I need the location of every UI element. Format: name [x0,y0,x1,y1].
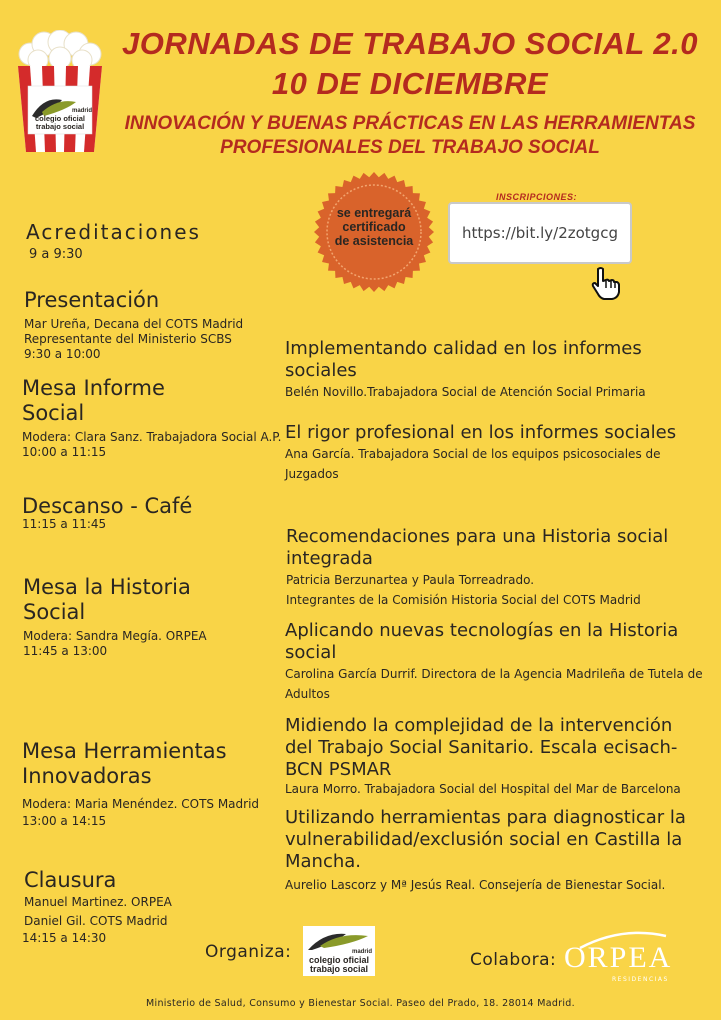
subtitle-line1: INNOVACIÓN Y BUENAS PRÁCTICAS EN LAS HERRAMIENTAS [124,113,696,134]
talk-speaker: Laura Morro. Trabajadora Social del Hospital del Mar de Barcelona [285,782,681,796]
talk-title: Midiendo la complejidad de la intervención [285,715,673,736]
schedule-presentacion [24,288,243,362]
talk-speaker: Aurelio Lascorz y Mª Jesús Real. Consejería de Bienestar Social. [285,878,666,892]
talk-title: El rigor profesional en los informes sociales [285,422,677,443]
popcorn-icon [14,30,106,154]
talk-speaker: Juzgados [285,467,339,481]
schedule-detail: 9:30 a 10:00 [24,347,101,361]
schedule-detail: 11:45 a 13:00 [23,644,108,658]
talk-speaker: Ana García. Trabajadora Social de los equipos psicosociales de [285,447,661,461]
cots-logo-line2: trabajo social [309,964,369,974]
event-subtitle [120,112,700,160]
talk-item [286,526,716,610]
cots-logo-small: madrid [351,949,372,955]
schedule-detail: Representante del Ministerio SCBS [24,332,232,346]
talk-item [285,338,715,402]
schedule-acreditaciones [26,220,201,262]
logo-small-text: madrid [71,108,92,114]
schedule-title: Mesa Informe [22,376,165,400]
schedule-title: Mesa Herramientas [22,739,227,763]
talk-speaker: Belén Novillo.Trabajadora Social de Atención Social Primaria [285,385,646,399]
schedule-clausura [22,868,172,946]
schedule-title: Social [23,600,86,624]
schedule-detail: Daniel Gil. COTS Madrid [24,914,168,928]
footer-address: Ministerio de Salud, Consumo y Bienestar Social. Paseo del Prado, 18. 28014 Madrid. [146,998,575,1009]
talk-title: BCN PSMAR [285,759,392,780]
cots-logo-line1: colegio oficial [308,955,369,965]
schedule-mesa-herramientas [22,739,259,829]
orpea-name: ORPEA [564,941,673,974]
schedule-mesa-informe [22,376,281,460]
cots-logo [303,926,375,976]
schedule-descanso [22,494,192,532]
talk-title: Recomendaciones para una Historia social [286,526,669,547]
schedule-detail: 11:15 a 11:45 [22,517,107,531]
talk-title: Aplicando nuevas tecnologías en la Historia [285,620,679,641]
schedule-detail: Mar Ureña, Decana del COTS Madrid [24,317,244,331]
schedule-title: Innovadoras [22,764,152,788]
schedule-title: Social [22,401,85,425]
talk-speaker: Integrantes de la Comisión Historia Social del COTS Madrid [286,593,641,607]
schedule-mesa-historia [23,575,207,659]
talk-speaker: Adultos [285,687,330,701]
badge-line1: se entregará [336,206,412,220]
talk-speaker: Carolina García Durrif. Directora de la Agencia Madrileña de Tutela de [285,667,703,681]
badge-line3: de asistencia [334,234,414,248]
talk-title: social [285,642,337,663]
hand-cursor-icon [588,266,624,302]
talk-title: sociales [285,360,357,381]
talk-item [285,422,715,484]
schedule-detail: 14:15 a 14:30 [22,931,107,945]
talk-item [285,715,715,797]
schedule-detail: 9 a 9:30 [29,247,83,262]
schedule-detail: Manuel Martinez. ORPEA [24,895,172,909]
talk-title: Mancha. [285,851,362,872]
colabora-label: Colabora: [470,950,557,970]
orpea-logo [562,930,686,988]
popcorn-logo [14,30,106,154]
subtitle-line2: PROFESIONALES DEL TRABAJO SOCIAL [220,137,600,158]
organiza-label: Organiza: [205,942,292,962]
schedule-detail: 10:00 a 11:15 [22,445,107,459]
schedule-title: Descanso - Café [22,494,193,518]
event-title: JORNADAS DE TRABAJO SOCIAL 2.0 [122,26,698,61]
talk-title: del Trabajo Social Sanitario. Escala ecisach- [285,737,678,758]
talk-item [285,620,715,704]
schedule-detail: 13:00 a 14:15 [22,814,107,828]
schedule-title: Mesa la Historia [23,575,191,599]
schedule-detail: Modera: Sandra Megía. ORPEA [23,629,207,643]
event-date: 10 DE DICIEMBRE [271,66,549,101]
orpea-sub: RESIDENCIAS [612,976,669,983]
schedule-detail: Modera: Maria Menéndez. COTS Madrid [22,797,260,811]
schedule-title: Acreditaciones [26,220,201,244]
talk-item [285,807,715,895]
olive-branch-icon [306,928,372,952]
schedule-detail: Modera: Clara Sanz. Trabajadora Social A.P. [22,430,282,444]
talk-title: Utilizando herramientas para diagnosticar la [285,807,686,828]
registration-label: INSCRIPCIONES: [496,192,578,202]
logo-line1: colegio oficial [34,114,85,123]
schedule-title: Clausura [24,868,117,892]
badge-line2: certificado [342,220,406,234]
schedule-title: Presentación [24,288,160,312]
talk-speaker: Patricia Berzunartea y Paula Torreadrado. [286,573,535,587]
certificate-badge [312,170,436,294]
talk-title: vulnerabilidad/exclusión social en Castilla la [285,829,683,850]
talk-title: Implementando calidad en los informes [285,338,642,359]
logo-line2: trabajo social [35,122,85,131]
registration-url[interactable]: https://bit.ly/2zotgcg [448,202,632,264]
talk-title: integrada [286,548,373,569]
